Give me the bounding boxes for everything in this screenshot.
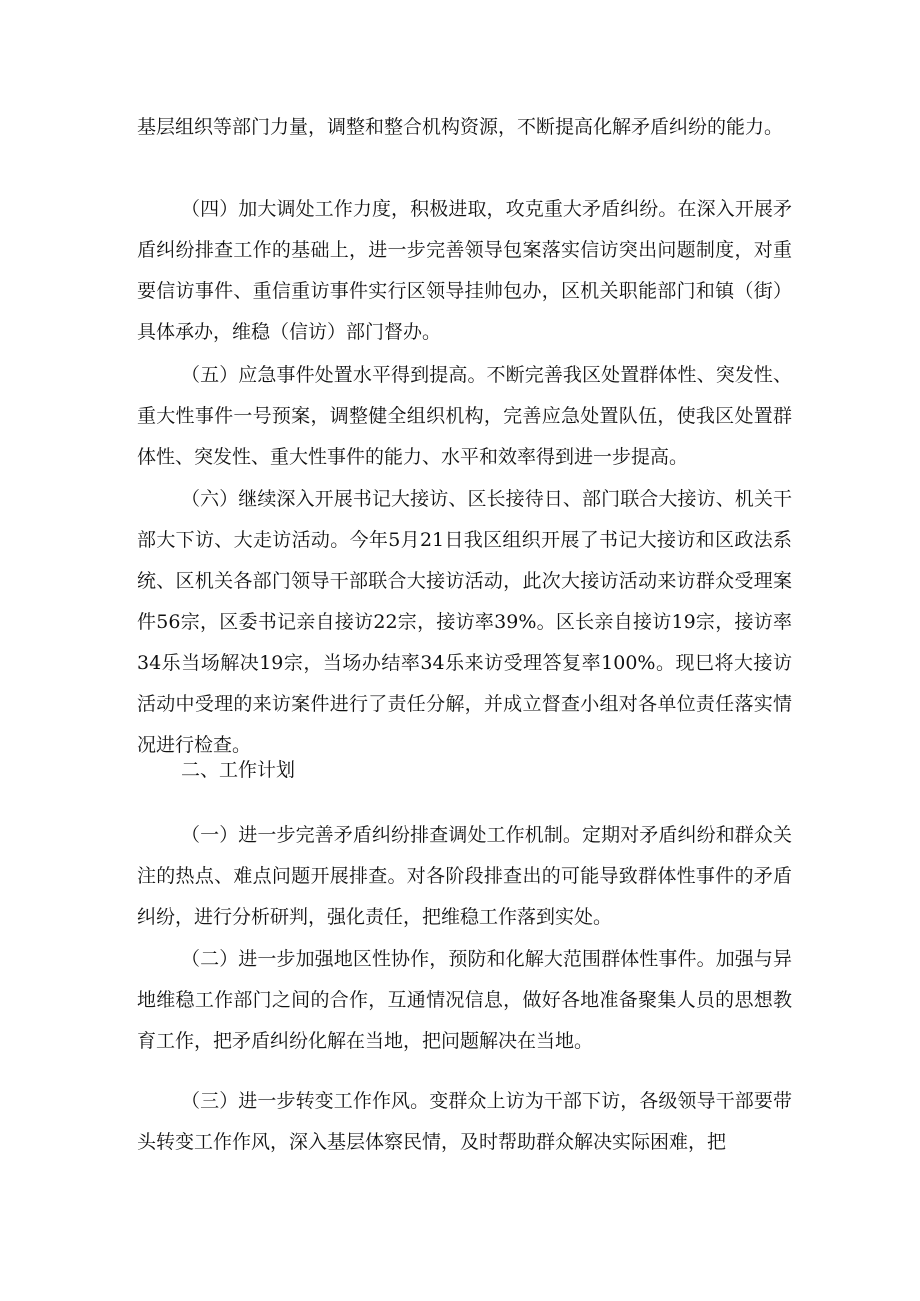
- section-heading-work-plan: 二、工作计划: [181, 759, 296, 781]
- paragraph-section-6: （六）继续深入开展书记大接访、区长接待日、部门联合大接访、机关干部大下访、大走访活动。今年5月21日我区组织开展了书记大接访和区政法系统、区机关各部门领导干部联合大接访活动，此次大接访活动来访群众受理案件56宗，区委书记亲自接访22宗，接访率39%。区长亲自接访19宗，接访率34乐当场解决19宗，当场办结率34乐来访受理答复率100%。现巳将大接访活动中受理的来访案件进行了责任分解，并成立督查小组对各单位责任落实情况进行检查。: [137, 488, 792, 756]
- paragraph-section-4: （四）加大调处工作力度，积极进取，攻克重大矛盾纠纷。在深入开展矛盾纠纷排查工作的基础上，进一步完善领导包案落实信访突出问题制度，对重要信访事件、重信重访事件实行区领导挂帅包办，区机关职能部门和镇（街）具体承办，维稳（信访）部门督办。: [137, 198, 792, 343]
- paragraph-plan-1: （一）进一步完善矛盾纠纷排查调处工作机制。定期对矛盾纠纷和群众关注的热点、难点问题开展排查。对各阶段排查出的可能导致群体性事件的矛盾纠纷，进行分析研判，强化责任，把维稳工作落到实处。: [137, 824, 792, 928]
- paragraph-section-5: （五）应急事件处置水平得到提高。不断完善我区处置群体性、突发性、重大性事件一号预案，调整健全组织机构，完善应急处置队伍，使我区处置群体性、突发性、重大性事件的能力、水平和效率得到进一步提高。: [137, 364, 792, 468]
- paragraph-plan-3: （三）进一步转变工作作风。变群众上访为干部下访，各级领导干部要带头转变工作作风，深入基层体察民情，及时帮助群众解决实际困难，把: [137, 1090, 792, 1153]
- paragraph-plan-2: （二）进一步加强地区性协作，预防和化解大范围群体性事件。加强与异地维稳工作部门之间的合作，互通情况信息，做好各地准备聚集人员的思想教育工作，把矛盾纠纷化解在当地，把问题解决在当地。: [137, 948, 792, 1052]
- paragraph-continuation: 基层组织等部门力量，调整和整合机构资源，不断提高化解矛盾纠纷的能力。: [137, 116, 784, 138]
